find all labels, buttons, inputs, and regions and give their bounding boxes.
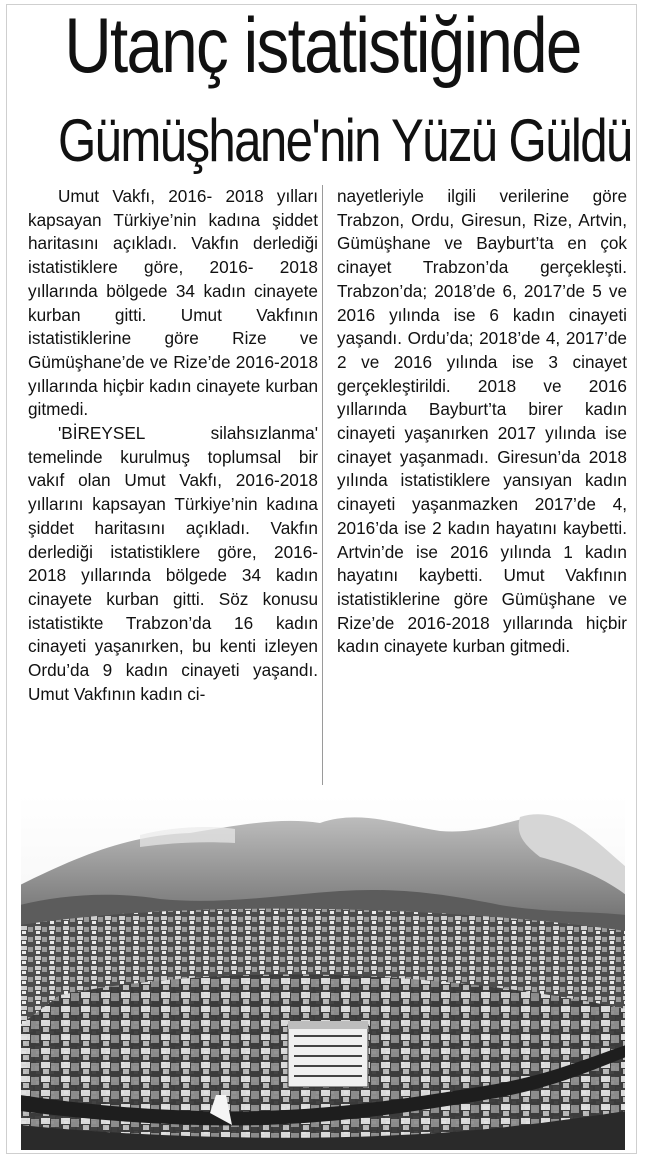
headline-line-1: Utanç istatistiğinde xyxy=(64,1,581,89)
headline-line-2: Gümüşhane'nin Yüzü Güldü xyxy=(58,107,632,174)
paragraph-1: Umut Vakfı, 2016- 2018 yılları kapsayan Türkiye’nin kadına şiddet haritasını açıkladı. Vakfın derlediği istatistiklere göre, 2016- 2018 yıllarında bölgede 34 kadın cinayete kurban gitti. Umut Vakfının istatistiklerine göre Rize ve Gümüşhane’de ve Rize’de 2016-2018 yıllarında hiçbir kadın cinayete kurban gitmedi. xyxy=(28,186,318,420)
paragraph-3: nayetleriyle ilgili verilerine göre Trabzon, Ordu, Giresun, Rize, Artvin, Gümüşhane ve Bayburt’ta en çok cinayet Trabzon’da gerçekleşti. Trabzon’da; 2018’de 6, 2017’de 5 ve 2016 yılında ise 6 kadın cinayeti yaşandı. Ordu’da; 2018’de 4, 2017’de 2 ve 2016 yılında ise 3 cinayet gerçekleştirildi. 2018 ve 2016 yıllarında Bayburt’ta birer kadın cinayeti yaşanırken 2017 yılında ise cinayet yaşanmadı. Giresun’da 2018 yılında istatistiklere yansıyan kadın cinayeti yaşanmazken 2017’de 4, 2016’da ise 2 kadın hayatını kaybetti. Artvin’de ise 2016 yılında 1 kadın hayatını kaybetti. Umut Vakfının istatistiklerine göre Gümüşhane ve Rize’de 2016-2018 yıllarında hiçbir kadın cinayete kurban gitmedi. xyxy=(337,186,627,657)
paragraph-2: 'BİREYSEL silahsızlanma' temelinde kurulmuş toplumsal bir vakıf olan Umut Vakfı, 2016-2018 yıllarını kapsayan Türkiye’nin kadına şiddet haritasını açıkladı. Vakfın derlediği istatistiklere göre, 2016- 2018 yıllarında bölgede 34 kadın cinayete kurban gitti. Söz konusu istatistikte Trabzon’da 16 kadın cinayeti yaşanırken, bu kenti izleyen Ordu’da 9 kadın cinayeti yaşandı. Umut Vakfının kadın ci- xyxy=(28,423,318,704)
column-divider xyxy=(322,185,323,785)
article-column-right xyxy=(337,185,627,659)
city-panorama-illustration xyxy=(20,795,626,1151)
article-column-left xyxy=(28,185,318,706)
city-panorama-photo xyxy=(20,795,626,1151)
